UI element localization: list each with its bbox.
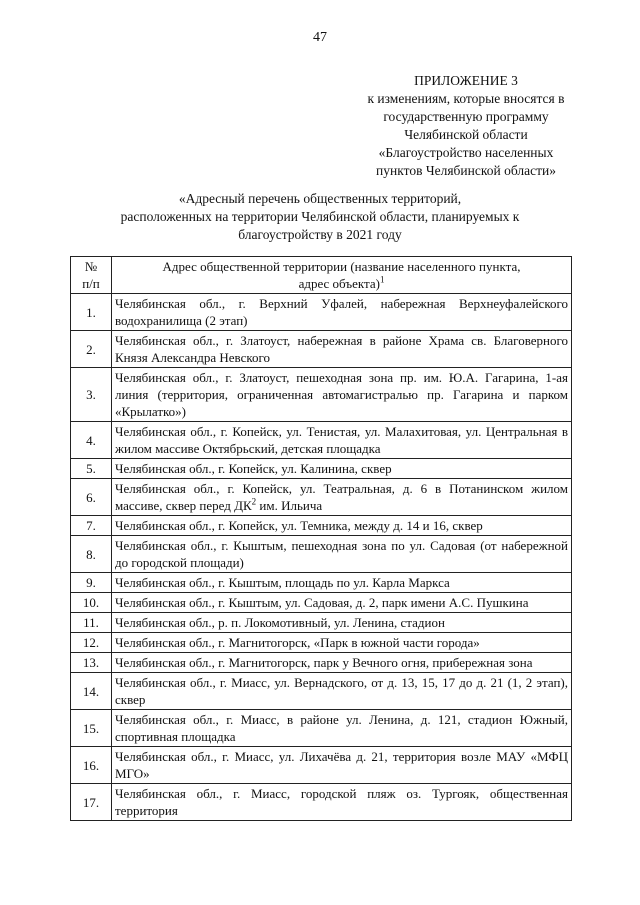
appendix-line: государственную программу <box>383 109 549 124</box>
table-row <box>71 536 572 573</box>
row-address <box>112 459 572 479</box>
row-address <box>112 516 572 536</box>
row-address <box>112 653 572 673</box>
table-row <box>71 710 572 747</box>
row-address-text: Челябинская обл., г. Верхний Уфалей, набережная Верхнеуфалейского водохранилища (2 этап) <box>115 296 568 328</box>
list-title-line: «Адресный перечень общественных территорий, <box>178 191 462 206</box>
footnote-marker: 1 <box>379 274 385 285</box>
row-number: 15. <box>71 710 112 747</box>
column-header-address <box>112 257 572 294</box>
row-address-text: Челябинская обл., г. Магнитогорск, парк у Вечного огня, прибережная зона <box>115 655 533 670</box>
column-header-number-line: п/п <box>82 276 100 291</box>
footnote-marker: 2 <box>251 496 257 507</box>
row-address-text: Челябинская обл., г. Миасс, в районе ул. Ленина, д. 121, стадион Южный, спортивная площадка <box>115 712 568 744</box>
row-number: 2. <box>71 331 112 368</box>
row-address <box>112 536 572 573</box>
table-row <box>71 422 572 459</box>
row-address <box>112 747 572 784</box>
appendix-line: к изменениям, которые вносятся в <box>367 91 565 106</box>
column-header-number-line: № <box>84 259 98 274</box>
row-address <box>112 613 572 633</box>
table-row <box>71 633 572 653</box>
row-address <box>112 422 572 459</box>
row-address-text: Челябинская обл., г. Копейск, ул. Тенистая, ул. Малахитовая, ул. Центральная в жилом массиве Октябрьский, детская площадка <box>115 424 568 456</box>
row-number: 6. <box>71 479 112 516</box>
row-number: 12. <box>71 633 112 653</box>
row-number: 4. <box>71 422 112 459</box>
row-address <box>112 784 572 821</box>
row-address-text: Челябинская обл., г. Кыштым, пешеходная зона по ул. Садовая (от набережной до городской площади) <box>115 538 568 570</box>
page-number: 47 <box>313 30 327 45</box>
table-row <box>71 673 572 710</box>
row-address-text: Челябинская обл., р. п. Локомотивный, ул. Ленина, стадион <box>115 615 445 630</box>
row-address-text: Челябинская обл., г. Кыштым, площадь по ул. Карла Маркса <box>115 575 450 590</box>
row-address-text-tail: им. Ильича <box>256 498 323 513</box>
row-address-text: Челябинская обл., г. Копейск, ул. Театральная, д. 6 в Потанинском жилом массиве, сквер перед ДК <box>115 481 568 513</box>
row-number: 1. <box>71 294 112 331</box>
row-address-text: Челябинская обл., г. Кыштым, ул. Садовая, д. 2, парк имени А.С. Пушкина <box>115 595 529 610</box>
appendix-line: ПРИЛОЖЕНИЕ 3 <box>414 73 518 88</box>
table-row <box>71 294 572 331</box>
row-number: 14. <box>71 673 112 710</box>
row-number: 3. <box>71 368 112 422</box>
column-header-number <box>71 257 112 294</box>
row-number: 13. <box>71 653 112 673</box>
row-address-text: Челябинская обл., г. Миасс, городской пляж оз. Тургояк, общественная территория <box>115 786 568 818</box>
row-address-text: Челябинская обл., г. Миасс, ул. Лихачёва д. 21, территория возле МАУ «МФЦ МГО» <box>115 749 568 781</box>
row-address <box>112 633 572 653</box>
column-header-address-line: Адрес общественной территории (название населенного пункта, <box>162 259 521 274</box>
table-row <box>71 613 572 633</box>
appendix-header <box>348 72 584 180</box>
row-address-text: Челябинская обл., г. Копейск, ул. Калинина, сквер <box>115 461 392 476</box>
row-number: 7. <box>71 516 112 536</box>
row-address-text: Челябинская обл., г. Златоуст, набережная в районе Храма св. Благоверного Князя Александра Невского <box>115 333 568 365</box>
table-row <box>71 479 572 516</box>
row-address <box>112 593 572 613</box>
table-row <box>71 459 572 479</box>
table-header-row <box>71 257 572 294</box>
list-title <box>70 190 570 244</box>
row-number: 8. <box>71 536 112 573</box>
table-row <box>71 331 572 368</box>
row-number: 11. <box>71 613 112 633</box>
row-address-text: Челябинская обл., г. Златоуст, пешеходная зона пр. им. Ю.А. Гагарина, 1-ая линия (территория, ограниченная автомагистралью пр. Гагарина и парком «Крылатко») <box>115 370 568 419</box>
address-table <box>70 256 572 821</box>
list-title-line: расположенных на территории Челябинской области, планируемых к <box>120 209 520 224</box>
row-number: 16. <box>71 747 112 784</box>
row-address <box>112 331 572 368</box>
column-header-address-line: адрес объекта) <box>298 276 380 291</box>
appendix-line: «Благоустройство населенных <box>378 145 554 160</box>
row-address-text: Челябинская обл., г. Копейск, ул. Темника, между д. 14 и 16, сквер <box>115 518 483 533</box>
table-row <box>71 784 572 821</box>
row-address-text: Челябинская обл., г. Магнитогорск, «Парк в южной части города» <box>115 635 480 650</box>
row-number: 5. <box>71 459 112 479</box>
row-address <box>112 479 572 516</box>
table-row <box>71 593 572 613</box>
row-number: 17. <box>71 784 112 821</box>
row-number: 9. <box>71 573 112 593</box>
table-row <box>71 516 572 536</box>
row-address-text: Челябинская обл., г. Миасс, ул. Вернадского, от д. 13, 15, 17 до д. 21 (1, 2 этап), сквер <box>115 675 568 707</box>
table-body <box>71 294 572 821</box>
table-row <box>71 653 572 673</box>
row-address <box>112 294 572 331</box>
row-number: 10. <box>71 593 112 613</box>
appendix-line: пунктов Челябинской области» <box>376 163 556 178</box>
table-row <box>71 368 572 422</box>
row-address <box>112 673 572 710</box>
row-address <box>112 368 572 422</box>
list-title-line: благоустройству в 2021 году <box>238 227 402 242</box>
row-address <box>112 573 572 593</box>
table-row <box>71 747 572 784</box>
appendix-line: Челябинской области <box>404 127 528 142</box>
row-address <box>112 710 572 747</box>
table-row <box>71 573 572 593</box>
